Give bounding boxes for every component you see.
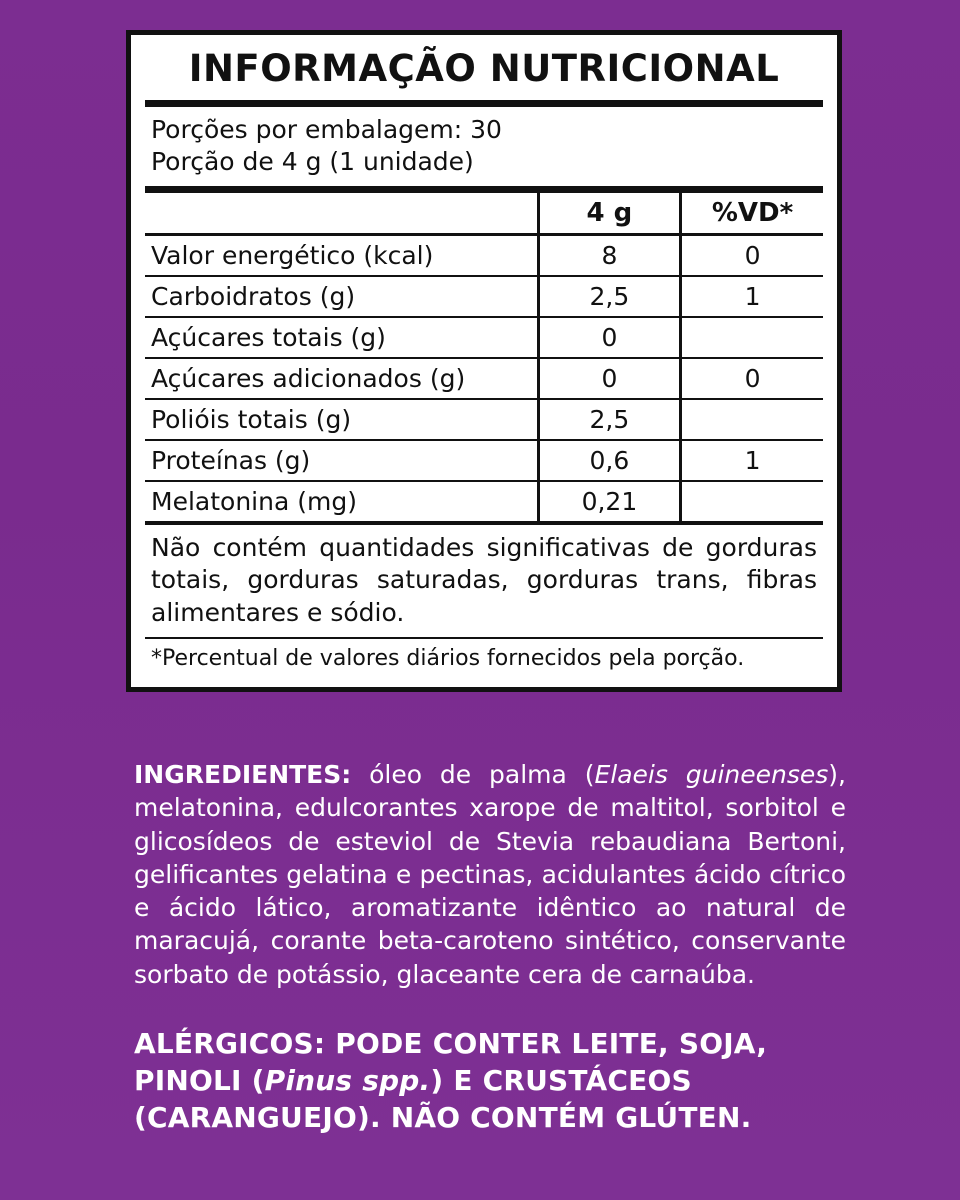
- row-name: Proteínas (g): [151, 445, 311, 475]
- nutrition-table: [145, 193, 823, 521]
- ingredients-section: [134, 758, 846, 991]
- header-daily-value: %VD*: [681, 193, 823, 235]
- row-name: Polióis totais (g): [151, 404, 352, 434]
- row-dv: 1: [681, 440, 823, 481]
- ingredients-label: INGREDIENTES:: [134, 760, 352, 789]
- servings-per-package: Porções por embalagem: 30: [151, 114, 502, 144]
- row-dv: [681, 481, 823, 521]
- row-name: Açúcares adicionados (g): [151, 363, 466, 393]
- row-name: Valor energético (kcal): [151, 240, 434, 270]
- serving-size: Porção de 4 g (1 unidade): [151, 146, 474, 176]
- table-row: [145, 234, 823, 276]
- row-amount: 2,5: [538, 399, 680, 440]
- daily-value-footnote: *Percentual de valores diários fornecidos pela porção.: [151, 646, 745, 672]
- divider-above-table: [145, 186, 823, 193]
- row-dv: 0: [681, 234, 823, 276]
- divider-under-title: [145, 100, 823, 107]
- header-nutrient: [145, 193, 538, 235]
- table-row: [145, 358, 823, 399]
- not-significant-note: Não contém quantidades significativas de gorduras totais, gorduras saturadas, gorduras trans, fibras alimentares e sódio.: [151, 532, 817, 627]
- row-dv: 1: [681, 276, 823, 317]
- row-amount: 0: [538, 317, 680, 358]
- ingredients-text-part1: óleo de palma (: [351, 760, 595, 789]
- row-amount: 8: [538, 234, 680, 276]
- header-amount: 4 g: [538, 193, 680, 235]
- allergens-scientific-name: Pinus spp.: [264, 1064, 431, 1098]
- row-dv: [681, 317, 823, 358]
- row-amount: 0,6: [538, 440, 680, 481]
- table-row: [145, 481, 823, 521]
- row-amount: 2,5: [538, 276, 680, 317]
- row-amount: 0: [538, 358, 680, 399]
- nutrition-facts-panel: [126, 30, 842, 692]
- allergens-text-part2: ) E CRUSTÁCEOS (CARANGUEJO). NÃO CONTÉM GLÚTEN.: [134, 1064, 752, 1135]
- row-name: Melatonina (mg): [151, 486, 357, 516]
- row-name: Carboidratos (g): [151, 281, 356, 311]
- table-row: [145, 276, 823, 317]
- table-row: [145, 317, 823, 358]
- table-row: [145, 399, 823, 440]
- table-row: [145, 440, 823, 481]
- serving-info: [145, 107, 823, 186]
- row-name: Açúcares totais (g): [151, 322, 386, 352]
- row-amount: 0,21: [538, 481, 680, 521]
- allergens-section: [134, 1025, 854, 1137]
- row-dv: [681, 399, 823, 440]
- row-dv: 0: [681, 358, 823, 399]
- table-header-row: [145, 193, 823, 235]
- panel-title: INFORMAÇÃO NUTRICIONAL: [188, 47, 780, 90]
- ingredients-text-part2: ), melatonina, edulcorantes xarope de maltitol, sorbitol e glicosídeos de esteviol de Stevia rebaudiana Bertoni, gelificantes gelatina e pectinas, acidulantes ácido cítrico e ácido lático, aromatizante idêntico ao natural de maracujá, corante beta-caroteno sintético, conservante sorbato de potássio, glaceante cera de carnaúba.: [134, 760, 846, 989]
- ingredients-scientific-name: Elaeis guineenses: [594, 760, 829, 789]
- allergens-text-part1: ALÉRGICOS: PODE CONTER LEITE, SOJA, PINOLI (: [134, 1027, 768, 1098]
